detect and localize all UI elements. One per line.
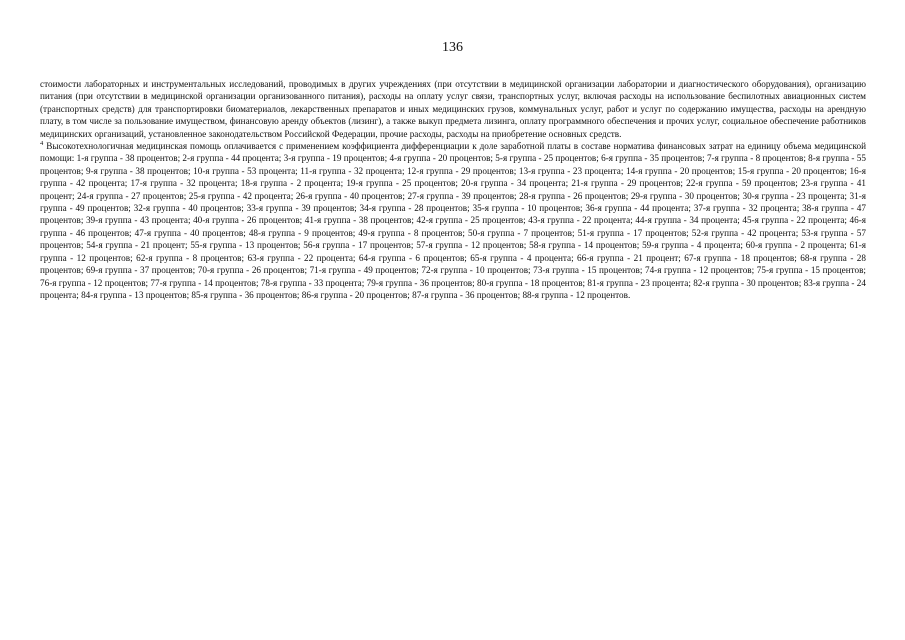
paragraph-continuation (40, 78, 866, 140)
footnote-marker: 4 (40, 139, 44, 147)
page-number: 136 (442, 40, 463, 55)
footnote-text: Высокотехнологичная медицинская помощь оплачивается с применением коэффициента дифференциации к доле заработной платы в составе норматива финансовых затрат на единицу объема медицинской помощи: 1-я группа - 38 процентов; 2-я группа - 44 процента; 3-я группа - 19 процентов; 4-я группа - 20 процентов; 5-я группа - 25 процентов; 6-я группа - 35 процентов; 7-я группа - 8 процентов; 8-я группа - 55 процентов; 9-я группа - 38 процентов; 10-я группа - 53 процента; 11-я группа - 32 процента; 12-я группа - 29 процентов; 13-я группа - 23 процента; 14-я группа - 20 процентов; 15-я группа - 20 процентов; 16-я группа - 42 процента; 17-я группа - 32 процента; 18-я группа - 2 процента; 19-я группа - 25 процентов; 20-я группа - 34 процента; 21-я группа - 29 процентов; 22-я группа - 59 процентов; 23-я группа - 41 процент; 24-я группа - 27 процентов; 25-я группа - 42 процента; 26-я группа - 40 процентов; 27-я группа - 39 процентов; 28-я группа - 26 процентов; 29-я группа - 30 процентов; 30-я группа - 23 процента; 31-я группа - 49 процентов; 32-я группа - 40 процентов; 33-я группа - 39 процентов; 34-я группа - 28 процентов; 35-я группа - 10 процентов; 36-я группа - 44 процента; 37-я группа - 32 процента; 38-я группа - 47 процентов; 39-я группа - 43 процента; 40-я группа - 26 процентов; 41-я группа - 38 процентов; 42-я группа - 25 процентов; 43-я группа - 22 процента; 44-я группа - 34 процента; 45-я группа - 22 процента; 46-я группа - 46 процентов; 47-я группа - 40 процентов; 48-я группа - 9 процентов; 49-я группа - 8 процентов; 50-я группа - 7 процентов; 51-я группа - 17 процентов; 52-я группа - 42 процента; 53-я группа - 57 процентов; 54-я группа - 21 процент; 55-я группа - 13 процентов; 56-я группа - 17 процентов; 57-я группа - 12 процентов; 58-я группа - 14 процентов; 59-я группа - 4 процента; 60-я группа - 2 процента; 61-я группа - 12 процентов; 62-я группа - 8 процентов; 63-я группа - 22 процента; 64-я группа - 6 процентов; 65-я группа - 4 процента; 66-я группа - 21 процент; 67-я группа - 18 процентов; 68-я группа - 28 процентов; 69-я группа - 37 процентов; 70-я группа - 26 процентов; 71-я группа - 49 процентов; 72-я группа - 10 процентов; 73-я группа - 15 процентов; 74-я группа - 12 процентов; 75-я группа - 15 процентов; 76-я группа - 12 процентов; 77-я группа - 14 процентов; 78-я группа - 33 процента; 79-я группа - 36 процентов; 80-я группа - 18 процентов; 81-я группа - 23 процента; 82-я группа - 30 процентов; 83-я группа - 24 процента; 84-я группа - 13 процентов; 85-я группа - 36 процентов; 86-я группа - 20 процентов; 87-я группа - 36 процентов; 88-я группа - 12 процентов. (40, 141, 866, 300)
paragraph-text: стоимости лабораторных и инструментальных исследований, проводимых в других учреждениях (при отсутствии в медицинской организации лаборатории и диагностического оборудования), организацию питания (при отсутствии в медицинской организации организованного питания), расходы на оплату услуг связи, транспортных услуг, включая расходы на использование беспилотных авиационных систем (транспортных средств) для транспортировки биоматериалов, лекарственных препаратов и иных медицинских грузов, коммунальных услуг, работ и услуг по содержанию имущества, расходы на арендную плату, в том числе за пользование имуществом, финансовую аренду объектов (лизинг), а также выкуп предмета лизинга, оплату программного обеспечения и прочих услуг, социальное обеспечение работников медицинских организаций, установленное законодательством Российской Федерации, прочие расходы, расходы на приобретение основных средств. (40, 79, 866, 139)
document-body (40, 78, 866, 301)
footnote-4 (40, 140, 866, 301)
